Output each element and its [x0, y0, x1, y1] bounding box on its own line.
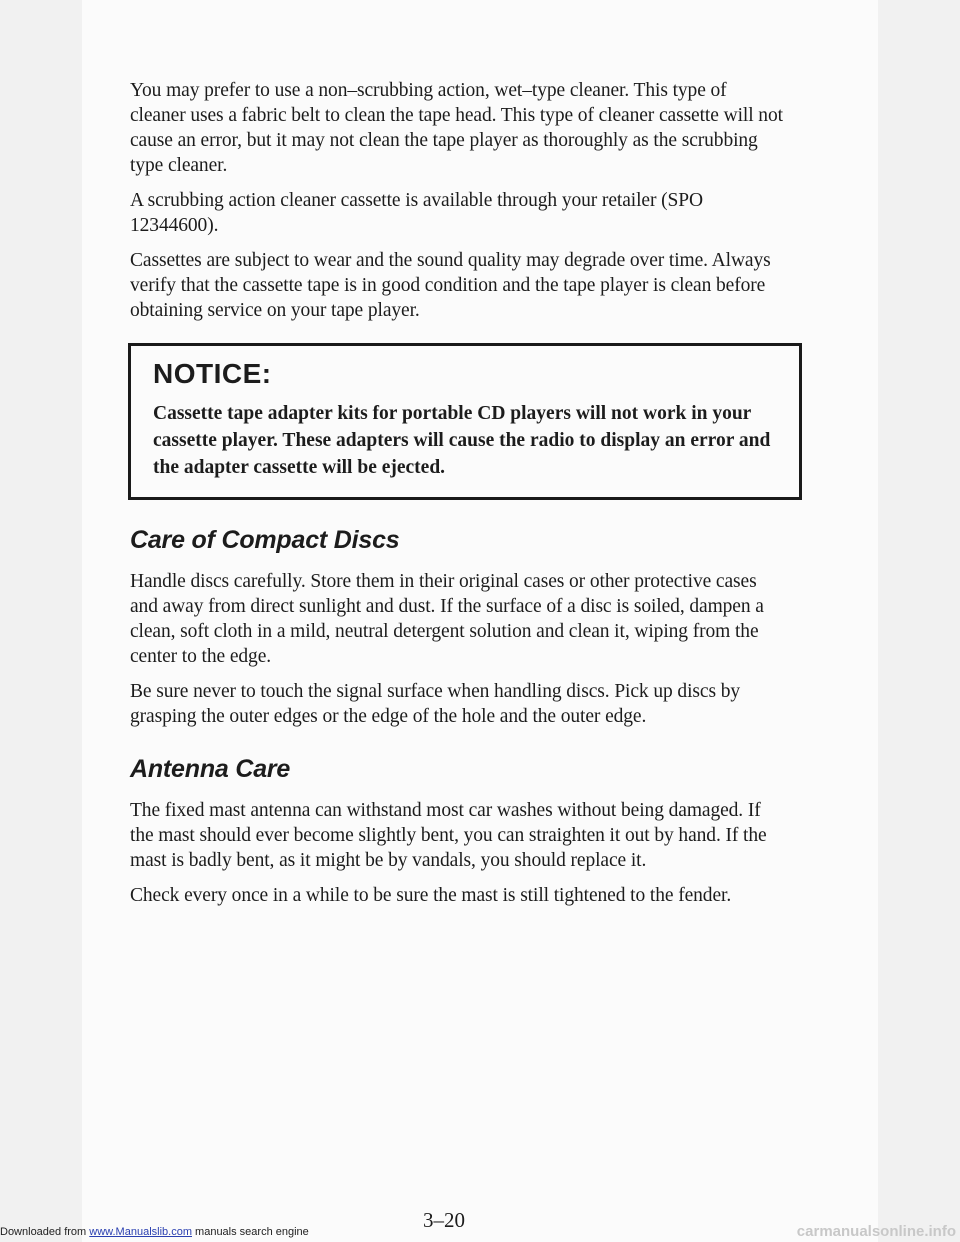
- paragraph-signal-surface: Be sure never to touch the signal surface when handling discs. Pick up discs by grasping the outer edges or the edge of the hole and the outer edge.: [130, 681, 741, 727]
- heading-care-of-compact-discs: Care of Compact Discs: [130, 526, 400, 554]
- footer-suffix: manuals search engine: [191, 1226, 309, 1238]
- paragraph-cassette-wear: Cassettes are subject to wear and the sound quality may degrade over time. Always verify that the cassette tape is in good condition and the tape player is clean before obtaining service on your tape player.: [130, 250, 771, 321]
- paragraph-handle-discs: Handle discs carefully. Store them in their original cases or other protective cases and away from direct sunlight and dust. If the surface of a disc is soiled, dampen a clean, soft cloth in a mild, neutral detergent solution and clean it, wiping from the center to the edge.: [130, 571, 764, 667]
- footer-downloaded-from: Downloaded from: [0, 1226, 90, 1238]
- notice-box: [128, 343, 802, 500]
- paragraph-check-mast: Check every once in a while to be sure the mast is still tightened to the fender.: [130, 885, 732, 906]
- manualslib-link[interactable]: www.Manualslib.com: [89, 1226, 192, 1238]
- heading-antenna-care: Antenna Care: [130, 755, 291, 783]
- notice-text: Cassette tape adapter kits for portable CD players will not work in your cassette player. These adapters will cause the radio to display an error and the adapter cassette will be ejected.: [153, 403, 771, 478]
- paragraph-fixed-mast: The fixed mast antenna can withstand most car washes without being damaged. If the mast should ever become slightly bent, you can straighten it out by hand. If the mast is badly bent, as it might be by vandals, you should replace it.: [130, 800, 767, 871]
- paragraph-scrubbing-cleaner: A scrubbing action cleaner cassette is available through your retailer (SPO 12344600).: [130, 190, 703, 236]
- download-footer: [0, 1226, 309, 1238]
- notice-title: NOTICE:: [153, 358, 272, 389]
- page-content: [130, 78, 785, 918]
- paragraph-wet-cleaner: You may prefer to use a non–scrubbing action, wet–type cleaner. This type of cleaner uses a fabric belt to clean the tape head. This type of cleaner cassette will not cause an error, but it may not clean the tape player as thoroughly as the scrubbing type cleaner.: [130, 80, 783, 176]
- watermark-text: carmanualsonline.info: [796, 1223, 956, 1240]
- page-number: 3–20: [423, 1208, 465, 1232]
